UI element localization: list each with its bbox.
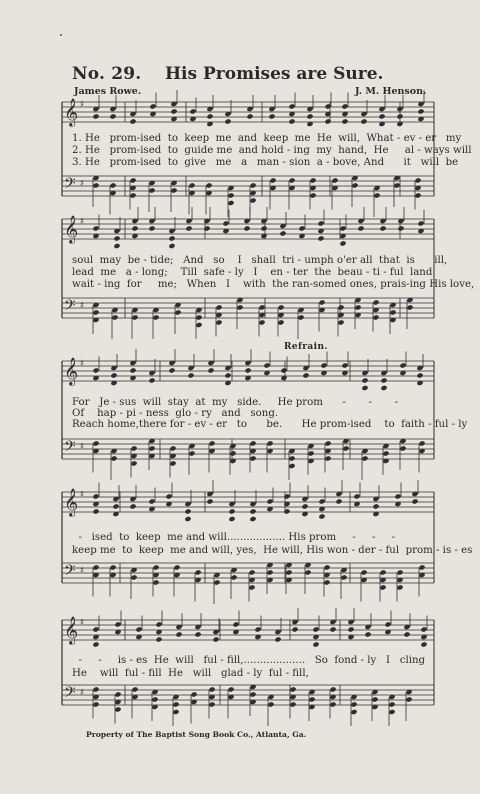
notehead — [406, 304, 413, 310]
notehead — [254, 626, 261, 632]
notehead — [288, 177, 295, 183]
lyric-line: For Je - sus will stay at my side. He prom - - - — [72, 397, 399, 408]
notehead — [364, 631, 371, 637]
notehead — [249, 182, 256, 188]
notehead — [285, 569, 292, 575]
lyric-line: 1. He prom-ised to keep me and keep me He will, What - ev - er my — [72, 133, 462, 144]
notehead — [274, 636, 281, 642]
notehead — [373, 192, 380, 198]
notehead — [92, 367, 99, 373]
notehead — [384, 621, 391, 627]
notehead — [288, 455, 295, 461]
notehead — [269, 177, 276, 183]
notehead — [339, 225, 346, 231]
notehead — [267, 701, 274, 707]
lyric-line: - ised to keep me and will.................. His prom - - - — [72, 532, 396, 543]
notehead — [155, 636, 162, 642]
notehead — [194, 631, 201, 637]
notehead — [131, 225, 138, 231]
lyric-line: Reach home,there for - ev - er to be. He prom-ised to faith - ful - ly — [72, 419, 468, 430]
notehead — [148, 445, 155, 451]
notehead — [110, 372, 117, 378]
notehead — [249, 455, 256, 461]
notehead — [308, 696, 315, 702]
notehead — [213, 579, 220, 585]
notehead — [258, 304, 265, 310]
treble-clef: 𝄞 — [64, 488, 79, 516]
notehead — [172, 709, 179, 715]
notehead — [323, 564, 330, 570]
notehead — [92, 701, 99, 707]
key-sharp: ♯ — [80, 688, 85, 698]
notehead — [324, 455, 331, 461]
notehead — [249, 516, 256, 522]
notehead — [215, 304, 222, 310]
notehead — [411, 498, 418, 504]
notehead — [130, 445, 137, 451]
treble-clef: 𝄞 — [64, 616, 79, 644]
notehead — [420, 641, 427, 647]
notehead — [351, 182, 358, 188]
notehead — [360, 118, 367, 124]
copyright-footer: Property of The Baptist Song Book Co., Atlanta, Ga. — [86, 730, 307, 739]
notehead — [227, 200, 234, 206]
notehead — [131, 314, 138, 320]
notehead — [320, 362, 327, 368]
notehead — [361, 385, 368, 391]
notehead — [341, 103, 348, 109]
notehead — [418, 440, 425, 446]
notehead — [173, 564, 180, 570]
notehead — [379, 225, 386, 231]
notehead — [129, 367, 136, 373]
notehead — [339, 240, 346, 246]
notehead — [114, 691, 121, 697]
notehead — [291, 626, 298, 632]
notehead — [329, 686, 336, 692]
notehead — [189, 108, 196, 114]
lyric-line: He will ful - fill He will glad - ly ful - fill, — [72, 668, 309, 679]
notehead — [288, 463, 295, 469]
treble-clef: 𝄞 — [64, 357, 79, 385]
notehead — [129, 177, 136, 183]
notehead — [317, 235, 324, 241]
notehead — [188, 450, 195, 456]
notehead — [354, 304, 361, 310]
notehead — [340, 574, 347, 580]
notehead — [258, 319, 265, 325]
notehead — [317, 220, 324, 226]
notehead — [289, 701, 296, 707]
notehead — [130, 460, 137, 466]
notehead — [224, 118, 231, 124]
notehead — [249, 440, 256, 446]
lyric-line: keep me to keep me and will, yes, He will, His won - der - ful prom - is - es — [72, 545, 473, 556]
bass-clef: 𝄢 — [64, 562, 76, 583]
notehead — [318, 498, 325, 504]
notehead — [170, 187, 177, 193]
notehead — [379, 584, 386, 590]
lyricist-credit: James Rowe. — [74, 86, 142, 97]
notehead — [388, 701, 395, 707]
lyric-line: - - is - es He will ful - fill,................... So fond - ly I cling — [72, 655, 426, 666]
notehead — [318, 299, 325, 305]
notehead — [301, 503, 308, 509]
notehead — [92, 686, 99, 692]
treble-clef: 𝄞 — [64, 98, 79, 126]
notehead — [195, 322, 202, 328]
notehead — [396, 569, 403, 575]
key-sharp: ♯ — [80, 179, 85, 189]
notehead — [208, 686, 215, 692]
notehead — [229, 450, 236, 456]
notehead — [396, 584, 403, 590]
notehead — [288, 103, 295, 109]
notehead — [266, 569, 273, 575]
notehead — [268, 113, 275, 119]
notehead — [92, 641, 99, 647]
notehead — [169, 460, 176, 466]
notehead — [378, 113, 385, 119]
key-sharp: ♯ — [80, 301, 85, 311]
notehead — [114, 621, 121, 627]
notehead — [131, 686, 138, 692]
notehead — [323, 579, 330, 585]
notehead — [113, 243, 120, 249]
notehead — [248, 584, 255, 590]
notehead — [109, 182, 116, 188]
composer-credit: J. M. Henson. — [355, 86, 427, 97]
notehead — [279, 230, 286, 236]
treble-clef: 𝄞 — [64, 215, 79, 243]
notehead — [246, 113, 253, 119]
notehead — [112, 503, 119, 509]
bass-clef: 𝄢 — [64, 684, 76, 705]
notehead — [224, 372, 231, 378]
notehead — [249, 508, 256, 514]
notehead — [148, 498, 155, 504]
notehead — [277, 304, 284, 310]
notehead — [184, 508, 191, 514]
bass-clef: 𝄢 — [64, 438, 76, 459]
notehead — [130, 574, 137, 580]
notehead — [380, 377, 387, 383]
lyric-line: lead me a - long; Till safe - ly I en - ter the beau - ti - ful land — [72, 267, 433, 278]
notehead — [230, 574, 237, 580]
notehead — [280, 367, 287, 373]
notehead — [277, 319, 284, 325]
notehead — [399, 445, 406, 451]
hymn-title: His Promises are Sure. — [165, 64, 384, 84]
notehead — [283, 493, 290, 499]
notehead — [360, 569, 367, 575]
notehead — [113, 235, 120, 241]
notehead — [148, 187, 155, 193]
notehead — [341, 362, 348, 368]
notehead — [324, 118, 331, 124]
notehead — [288, 118, 295, 124]
notehead — [190, 691, 197, 697]
notehead — [414, 192, 421, 198]
notehead — [414, 177, 421, 183]
lyric-line: soul may be - tide; And so I shall tri - umph o'er all that is ill, — [72, 255, 448, 266]
notehead — [152, 314, 159, 320]
notehead — [92, 440, 99, 446]
notehead — [248, 569, 255, 575]
notehead — [394, 493, 401, 499]
notehead — [205, 182, 212, 188]
notehead — [341, 118, 348, 124]
notehead — [149, 103, 156, 109]
notehead — [371, 696, 378, 702]
notehead — [187, 372, 194, 378]
notehead — [331, 177, 338, 183]
notehead — [110, 455, 117, 461]
notehead — [337, 319, 344, 325]
notehead — [170, 108, 177, 114]
notehead — [306, 113, 313, 119]
notehead — [148, 225, 155, 231]
notehead — [388, 709, 395, 715]
notehead — [168, 243, 175, 249]
notehead — [417, 108, 424, 114]
notehead — [379, 569, 386, 575]
notehead — [396, 113, 403, 119]
notehead — [92, 113, 99, 119]
notehead — [361, 377, 368, 383]
notehead — [350, 701, 357, 707]
key-sharp: ♯ — [80, 618, 85, 628]
notehead — [129, 118, 136, 124]
notehead — [208, 701, 215, 707]
notehead — [347, 626, 354, 632]
notehead — [249, 197, 256, 203]
lyric-line: wait - ing for me; When I with the ran-somed ones, prais-ing His love, — [72, 279, 475, 290]
notehead — [399, 362, 406, 368]
notehead — [194, 569, 201, 575]
notehead — [92, 182, 99, 188]
notehead — [266, 498, 273, 504]
notehead — [302, 372, 309, 378]
notehead — [329, 626, 336, 632]
notehead — [372, 314, 379, 320]
notehead — [350, 709, 357, 715]
notehead — [184, 516, 191, 522]
notehead — [372, 299, 379, 305]
notehead — [129, 503, 136, 509]
notehead — [111, 314, 118, 320]
key-sharp: ♯ — [80, 100, 85, 110]
notehead — [312, 641, 319, 647]
notehead — [416, 372, 423, 378]
notehead — [357, 225, 364, 231]
notehead — [168, 235, 175, 241]
bass-clef: 𝄢 — [64, 297, 76, 318]
notehead — [212, 636, 219, 642]
bass-clef: 𝄢 — [64, 175, 76, 196]
notehead — [174, 309, 181, 315]
notehead — [92, 508, 99, 514]
notehead — [114, 706, 121, 712]
notehead — [337, 304, 344, 310]
notehead — [397, 225, 404, 231]
notehead — [152, 564, 159, 570]
notehead — [152, 579, 159, 585]
notehead — [393, 182, 400, 188]
notehead — [418, 564, 425, 570]
notehead — [222, 220, 229, 226]
notehead — [148, 377, 155, 383]
notehead — [185, 225, 192, 231]
notehead — [420, 626, 427, 632]
notehead — [298, 225, 305, 231]
notehead — [353, 493, 360, 499]
notehead — [109, 564, 116, 570]
notehead — [324, 440, 331, 446]
notehead — [215, 319, 222, 325]
notehead — [324, 103, 331, 109]
notehead — [318, 513, 325, 519]
notehead — [307, 450, 314, 456]
key-sharp: ♯ — [80, 566, 85, 576]
notehead — [244, 367, 251, 373]
notehead — [289, 686, 296, 692]
notehead — [92, 564, 99, 570]
notehead — [243, 225, 250, 231]
notehead — [309, 177, 316, 183]
lyric-line: 2. He prom-ised to guide me and hold - ing my hand, He al - ways will — [72, 145, 472, 156]
notehead — [372, 503, 379, 509]
key-sharp: ♯ — [80, 217, 85, 227]
notehead — [165, 493, 172, 499]
notehead — [304, 569, 311, 575]
notehead — [92, 309, 99, 315]
notehead — [227, 192, 234, 198]
notehead — [232, 621, 239, 627]
notehead — [92, 225, 99, 231]
notehead — [228, 508, 235, 514]
notehead — [109, 113, 116, 119]
notehead — [168, 367, 175, 373]
notehead — [405, 696, 412, 702]
notehead — [236, 304, 243, 310]
notehead — [283, 508, 290, 514]
notehead — [260, 225, 267, 231]
notehead — [172, 701, 179, 707]
lyric-line: 3. He prom-ised to give me a man - sion a - bove, And it will be — [72, 157, 459, 168]
notehead — [92, 626, 99, 632]
notehead — [335, 498, 342, 504]
notehead — [208, 440, 215, 446]
notehead — [92, 493, 99, 499]
notehead — [135, 626, 142, 632]
notehead — [309, 192, 316, 198]
lyric-line: Of hap - pi - ness glo - ry and song. — [72, 408, 279, 419]
notehead — [207, 367, 214, 373]
notehead — [228, 516, 235, 522]
notehead — [297, 314, 304, 320]
notehead — [169, 445, 176, 451]
notehead — [342, 445, 349, 451]
key-sharp: ♯ — [80, 359, 85, 369]
hymn-number: No. 29. — [72, 64, 142, 84]
notehead — [417, 220, 424, 226]
notehead — [263, 362, 270, 368]
notehead — [382, 450, 389, 456]
notehead — [206, 498, 213, 504]
notehead — [266, 440, 273, 446]
notehead — [312, 626, 319, 632]
notehead — [361, 455, 368, 461]
notehead — [188, 182, 195, 188]
notehead — [195, 314, 202, 320]
notehead — [249, 691, 256, 697]
notehead — [227, 686, 234, 692]
notehead — [203, 225, 210, 231]
notehead — [155, 621, 162, 627]
refrain-label: Refrain. — [284, 342, 328, 352]
notehead — [206, 113, 213, 119]
notehead — [329, 701, 336, 707]
notehead — [403, 631, 410, 637]
notehead — [380, 385, 387, 391]
key-sharp: ♯ — [80, 490, 85, 500]
notehead — [151, 696, 158, 702]
notehead — [175, 631, 182, 637]
notehead — [129, 192, 136, 198]
key-sharp: ♯ — [80, 442, 85, 452]
notehead — [389, 309, 396, 315]
